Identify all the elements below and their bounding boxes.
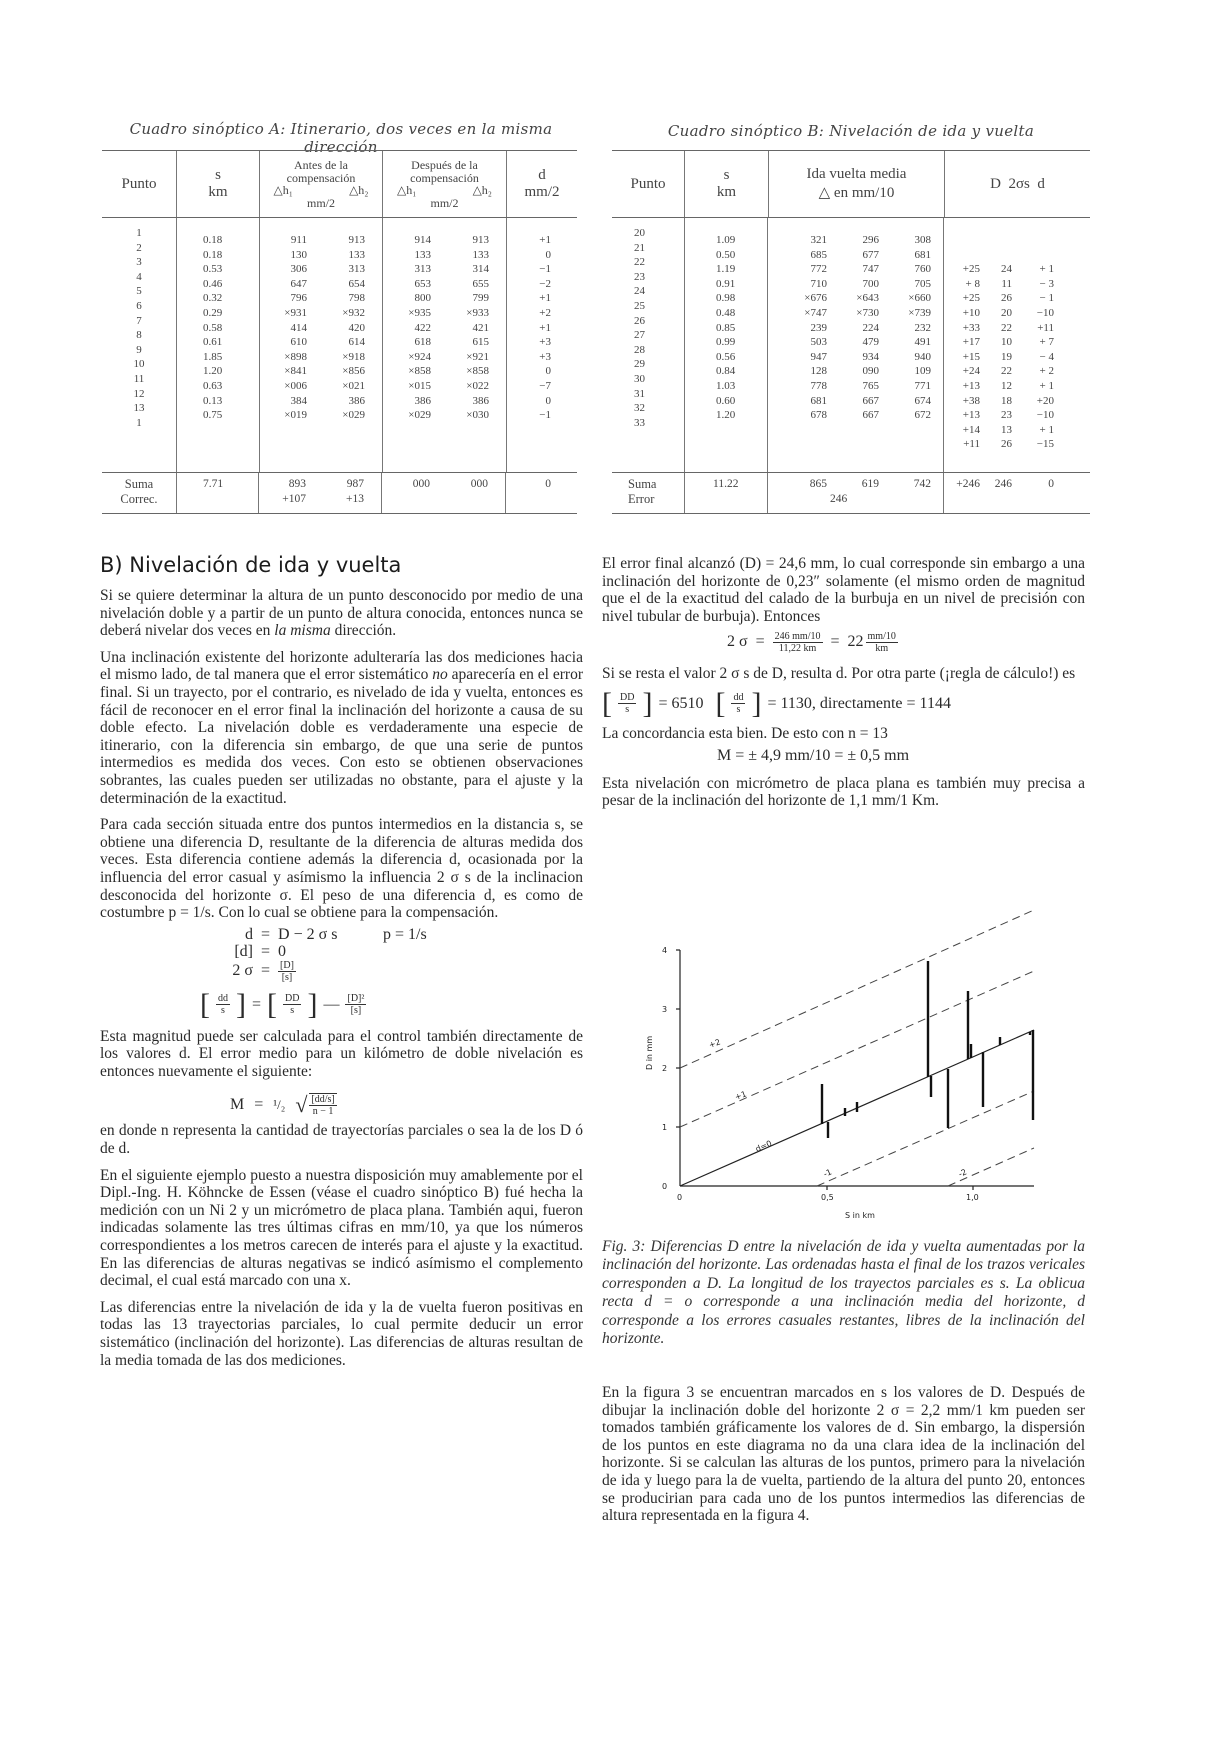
table-a-footer: [102, 472, 577, 514]
x-axis-label: S in km: [845, 1211, 875, 1220]
dashed-lines: [680, 910, 1034, 1186]
two-sigma-s-column: 24 11 26 20 22 10 19 22 12 18 23 13 26: [1001, 263, 1012, 451]
antes-dh1-column: 911 130 306 647 796 ×931 414 610 ×898 ×841 ×006 384 ×019: [284, 234, 307, 422]
footer-error: 246: [830, 493, 848, 505]
table-a-title: Cuadro sinóptico A: Itinerario, dos veces en la misma dirección: [129, 120, 553, 156]
footer-despues: 000 000: [381, 473, 505, 513]
table-a-body: [102, 218, 577, 472]
paragraph-r2: Si se resta el valor 2 σ s de D, resulta d. Por otra parte (¡regla de cálculo!) es: [602, 665, 1076, 683]
punto-column: 1 2 3 4 5 6 7 8 9 10 11 12 13 1: [133, 227, 145, 429]
formula-d: d = D − 2 σ s: [245, 925, 338, 943]
svg-text:-2: -2: [957, 1167, 969, 1179]
col-d-header: D 2σs d: [944, 151, 1090, 217]
D-bars: [822, 961, 1033, 1138]
svg-text:3: 3: [662, 1005, 668, 1014]
formula-2sigma: 2 σ = $\frac{[D]}{[s]}$: [232, 959, 294, 983]
d-column: + 1 − 3 − 1 −10 +11 + 7 − 4 + 2 + 1 +20 −10 + 1 −15: [1036, 263, 1054, 451]
table-b-title: Cuadro sinóptico B: Nivelación de ida y vuelta: [667, 122, 1035, 140]
svg-text:+2: +2: [707, 1037, 722, 1050]
svg-text:0: 0: [677, 1193, 683, 1202]
antes-dh2-column: 913 133 313 654 798 ×932 420 614 ×918 ×856 ×021 386 ×029: [342, 234, 365, 422]
y-axis-label: D in mm: [645, 1035, 654, 1070]
paragraph-r1: El error final alcanzó (D) = 24,6 mm, lo cual corresponde sin embargo a una inclinación del horizonte de 0,23″ solamente (el mismo orden de magnitud que el de la exactitud del calado de la burbuja en un nivel de precisión con nivel tubular de burbuja). Entonces: [602, 555, 1085, 625]
svg-text:0,5: 0,5: [821, 1193, 834, 1202]
footer-antes: 893 +107 987 +13: [258, 473, 381, 513]
antes-columns: [259, 218, 382, 472]
formula-p: p = 1/s: [383, 925, 427, 943]
formula-DD-dd: [ $\frac{DD}{s}$ ] = 6510 [ $\frac{dd}{s}$ ] = 1130, directamente = 1144: [602, 686, 951, 720]
despues-dh2-column: 913 133 314 655 799 ×933 421 615 ×921 ×858 ×022 386 ×030: [466, 234, 489, 422]
svg-text:0: 0: [662, 1182, 668, 1191]
formula-M-value: M = ± 4,9 mm/10 = ± 0,5 mm: [717, 746, 910, 764]
vuelta-column: 296 677 747 700 ×643 ×730 224 479 934 090 765 667 667: [856, 234, 879, 422]
paragraph-2: Una inclinación existente del horizonte adulteraría las dos mediciones hacia el mismo lado, de tal manera que el error sistemático no aparecería en el error final. Si un trayecto, por el contrario, es nivelado de ida y vuelta, entonces es fácil de reconocer en el error final la inclinación del horizonte a causa de su doble efecto. La nivelación doble es verdaderamente una especie de itinerario, con la diferencia sin embargo, de que una serie de puntos intermedios es medida dos veces. Con esto se obtienen observaciones sobrantes, las cuales pueden ser utilizadas no obstante, para el ajuste y la determinación de la exactitud.: [100, 648, 583, 807]
col-punto-header: Punto: [630, 175, 666, 192]
punto-column: 20 21 22 23 24 25 26 27 28 29 30 31 32 33: [634, 227, 645, 429]
media-column: 308 681 760 705 ×660 ×739 232 491 940 109 771 674 672: [908, 234, 931, 422]
svg-text:4: 4: [662, 946, 668, 955]
figure-3-chart: [620, 900, 1060, 1230]
table-b-body: [612, 218, 1090, 472]
svg-text:2: 2: [662, 1064, 668, 1073]
ida-column: 321 685 772 710 ×676 ×747 239 503 947 128 778 681 678: [804, 234, 827, 422]
paragraph-4: Esta magnitud puede ser calculada para el control también directamente de los valores d. El error medio para un kilómetro de doble nivelación es entonces nuevamente el siguiente:: [100, 1027, 583, 1080]
svg-text:1: 1: [662, 1123, 668, 1132]
svg-text:-1: -1: [822, 1167, 834, 1179]
col-s-header: s km: [684, 151, 768, 217]
paragraph-7: Las diferencias entre la nivelación de ida y la de vuelta fueron positivas en todas las 13 trayectorias parciales, lo cual permite deducir un error sistemático (inclinación del horizonte). Las diferencias de alturas resultan de la media tomada de las dos mediciones.: [100, 1298, 583, 1369]
despues-dh1-column: 914 133 313 653 800 ×935 422 618 ×924 ×858 ×015 386 ×029: [408, 234, 431, 422]
D-column: +25 + 8 +25 +10 +33 +17 +15 +24 +13 +38 +13 +14 +11: [962, 263, 980, 451]
right-column: [602, 555, 1085, 810]
x-tick-labels: [677, 1193, 979, 1202]
d-column: +1 0 −1 −2 +1 +2 +1 +3 +3 0 −7 0 −1: [506, 218, 577, 472]
section-heading: B) Nivelación de ida y vuelta: [100, 553, 402, 577]
y-tick-labels: [662, 946, 667, 1191]
paragraph-3: Para cada sección situada entre dos puntos intermedios en la distancia s, se obtiene una diferencia D, resultante de la diferencia de alturas medida dos veces. Esta diferencia contiene además la diferencia d, ocasionada por la influencia del error casual y asímismo la influencia 2 σ s de la inclinacion desconocida del horizonte σ. El peso de una diferencia d, es como de costumbre p = 1/s. Con lo cual se obtiene para la compensación.: [100, 816, 583, 922]
svg-text:d=0: d=0: [754, 1138, 774, 1154]
formula-2sigma-value: 2 σ = $\frac{246 mm/10}{11,22 km}$ = 22 $\frac{mm/10}{km}$: [727, 630, 896, 654]
table-a: [102, 150, 577, 514]
footer-ida-vuelta: 865 619 742 246: [767, 473, 943, 513]
footer-labels: Suma Error: [628, 477, 657, 506]
col-despues-header: Después de la compensación △h₁ △h₂ mm/2: [382, 151, 506, 217]
col-d-header: d mm/2: [506, 151, 577, 217]
col-s-header: s km: [176, 151, 259, 217]
footer-s: 7.71: [176, 473, 258, 513]
paragraph-5: en donde n representa la cantidad de trayectorías parciales o sea la de los D ó de d.: [100, 1122, 583, 1158]
figure-3-caption: Fig. 3: Diferencias D entre la nivelación de ida y vuelta aumentadas por la inclinación del horizonte. Las ordenadas hasta el final de los trazos vericales corresponden a D. La longitud de los trayectos parciales es s. La oblicua recta d = o corresponde a una inclinación media del horizonte, d corresponde a los errores casuales restantes, libres de la inclinación del horizonte.: [602, 1238, 1085, 1348]
paragraph-6: En el siguiente ejemplo puesto a nuestra disposición muy amablemente por el Dipl.-Ing. H. Köhncke de Essen (véase el cuadro sinóptico B) fué hecha la medición con un Ni 2 y un micrómetro de placa plana. También aqui, fueron indicadas solamente las tres últimas cifras en mm/10, ya que los números correspondientes a los metros carecen de interés para el ajuste y la exactitud. En las diferencias de alturas negativas se indicó asímismo el complemento decimal, el cual está marcado con una x.: [100, 1166, 583, 1290]
table-a-header: [102, 150, 577, 218]
s-column: 0.18 0.18 0.53 0.46 0.32 0.29 0.58 0.61 1.85 1.20 0.63 0.13 0.75: [176, 218, 259, 472]
footer-d: 0: [505, 473, 577, 513]
formula-sum-d: [d] = 0: [234, 942, 287, 960]
left-column: [100, 553, 583, 1369]
paragraph-r3: La concordancia esta bien. De esto con n = 13: [602, 724, 888, 742]
ida-vuelta-media-columns: [767, 218, 943, 472]
despues-columns: [382, 218, 506, 472]
D-2sigma-d-columns: [943, 218, 1090, 472]
compensation-formulas: [100, 926, 583, 1026]
footer-labels: Suma Correc.: [120, 477, 158, 506]
footer-D: +246 246 0: [943, 473, 1090, 513]
formula-M: M = ¹/₂ √ $\frac{[dd/s]}{n - 1}$: [230, 1092, 335, 1118]
table-b-header: [612, 150, 1090, 218]
paragraph-r5: En la figura 3 se encuentran marcados en s los valores de D. Después de dibujar la inclinación doble del horizonte 2 σ = 2,2 mm/1 km pueden ser tomados también gráficamente los valores de d. Sin embargo, la dispersión de los puntos en este diagrama no da una clara idea de la inclinación del horizonte. Si se calculan las alturas de los puntos, primero para la nivelación de ida y luego para la de vuelta, partiendo de la altura del punto 20, entonces se producirian para cada uno de los puntos intermedios las diferencias de altura representada en la figura 4.: [602, 1384, 1085, 1525]
footer-s: 11.22: [684, 473, 767, 513]
s-column: 1.09 0.50 1.19 0.91 0.98 0.48 0.85 0.99 0.56 0.84 1.03 0.60 1.20: [684, 218, 767, 472]
paragraph-r4: Esta nivelación con micrómetro de placa plana es también muy precisa a pesar de la inclinación del horizonte de 1,1 mm/1 Km.: [602, 774, 1085, 810]
svg-text:+1: +1: [733, 1089, 748, 1102]
svg-text:1,0: 1,0: [966, 1193, 979, 1202]
col-antes-header: Antes de la compensación △h₁ △h₂ mm/2: [259, 151, 382, 217]
table-b-footer: [612, 472, 1090, 514]
paragraph-1: Si se quiere determinar la altura de un punto desconocido por medio de una nivelación doble y a partir de un punto de altura conocida, entonces nunca se deberá nivelar dos veces en la misma dirección.: [100, 587, 583, 640]
chart-axes: [676, 950, 1034, 1190]
col-punto-header: Punto: [121, 175, 157, 192]
table-b: [612, 150, 1090, 514]
col-ida-vuelta-header: Ida vuelta media △ en mm/10: [768, 151, 944, 217]
formula-dd-s: [ $\frac{dd}{s}$ ] = [ $\frac{DD}{s}$ ] — $\frac{\text{[D]²}}{[s]}$: [200, 987, 365, 1021]
